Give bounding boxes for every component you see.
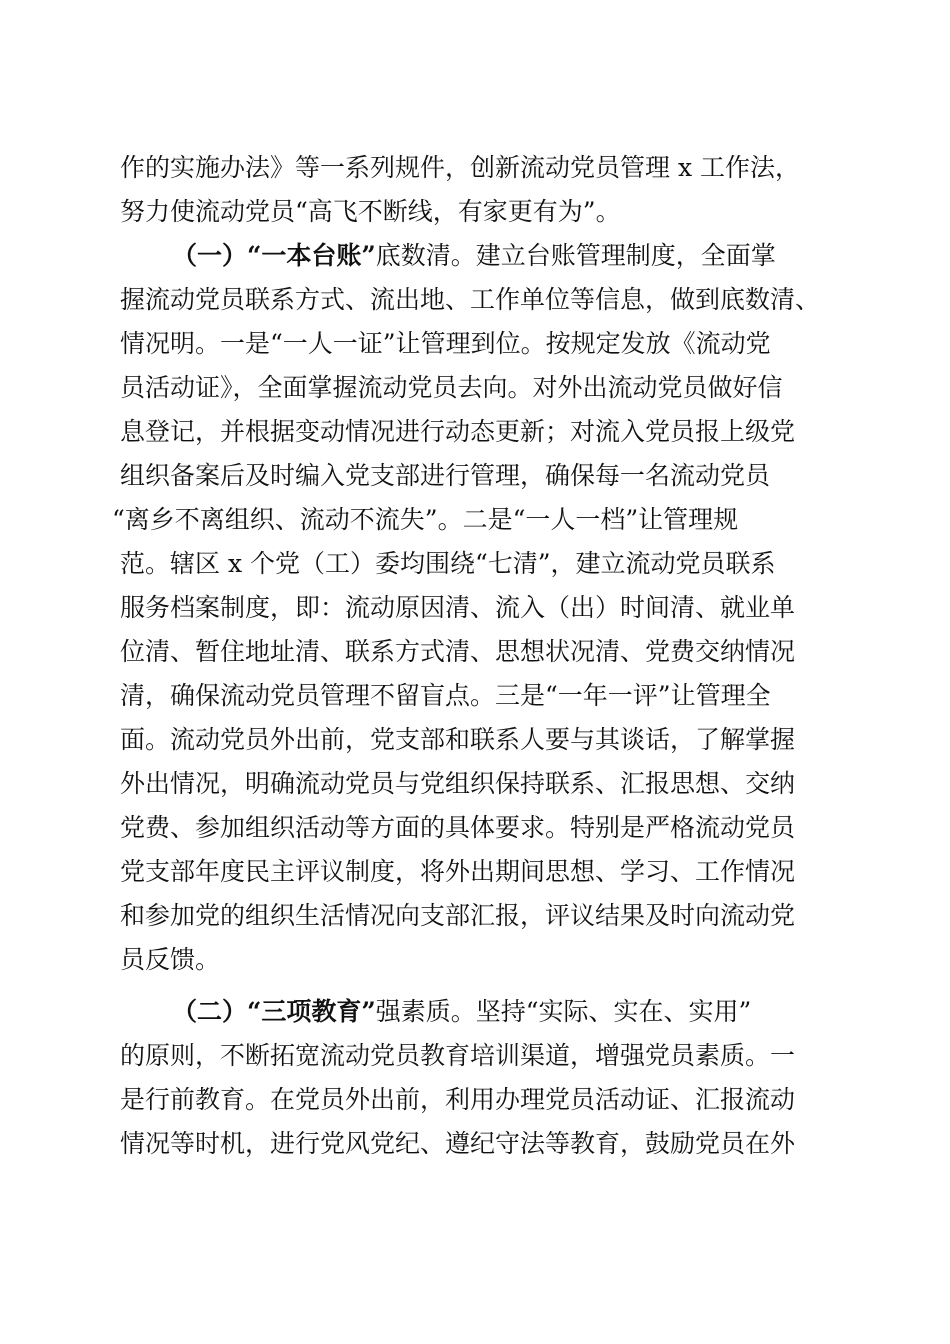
text-line-19: 员反馈。 (120, 945, 221, 974)
text-line-16: 党费、参加组织活动等方面的具体要求。特别是严格流动党员 (120, 813, 796, 842)
text-line-4: 握流动党员联系方式、流出地、工作单位等信息，做到底数清、 (120, 285, 821, 314)
text-line-22: 的原则，不断拓宽流动党员教育培训渠道，增强党员素质。一 (120, 1041, 796, 1070)
text-line-7: 息登记，并根据变动情况进行动态更新；对流入党员报上级党 (120, 417, 796, 446)
text-line-15: 外出情况，明确流动党员与党组织保持联系、汇报思想、交纳 (120, 769, 796, 798)
text-line-8: 组织备案后及时编入党支部进行管理，确保每一名流动党员 (120, 461, 771, 490)
text-line-14: 面。流动党员外出前，党支部和联系人要与其谈话，了解掌握 (120, 725, 796, 754)
section-1-heading: （一）“一本台账” (172, 241, 376, 270)
section-2-text: 强素质。坚持“实际、实在、实用” (375, 997, 752, 1026)
text-line-6: 员活动证》，全面掌握流动党员去向。对外出流动党员做好信 (120, 373, 783, 402)
text-line-13: 清，确保流动党员管理不留盲点。三是“一年一评”让管理全 (120, 681, 771, 710)
text-line-12: 位清、暂住地址清、联系方式清、思想状况清、党费交纳情况 (120, 637, 796, 666)
text-line-17: 党支部年度民主评议制度，将外出期间思想、学习、工作情况 (120, 857, 796, 886)
text-line-5: 情况明。一是“一人一证”让管理到位。按规定发放《流动党 (120, 329, 771, 358)
text-line-24: 情况等时机，进行党风党纪、遵纪守法等教育，鼓励党员在外 (120, 1129, 796, 1158)
text-line-10: 范。辖区 x 个党（工）委均围绕“七清”，建立流动党员联系 (120, 549, 776, 578)
text-line-1: 作的实施办法》等一系列规件，创新流动党员管理 x 工作法， (120, 153, 800, 182)
section-1-line (172, 240, 950, 272)
text-line-23: 是行前教育。在党员外出前，利用办理党员活动证、汇报流动 (120, 1085, 796, 1114)
section-2-heading: （二）“三项教育” (172, 997, 376, 1026)
text-line-11: 服务档案制度，即：流动原因清、流入（出）时间清、就业单 (120, 593, 796, 622)
text-line-9: “离乡不离组织、流动不流失”。二是“一人一档”让管理规 (112, 505, 739, 534)
text-line-18: 和参加党的组织生活情况向支部汇报，评议结果及时向流动党 (120, 901, 796, 930)
text-line-2: 努力使流动党员“高飞不断线，有家更有为”。 (120, 197, 621, 226)
section-2-line (172, 996, 950, 1028)
section-1-text: 底数清。建立台账管理制度，全面掌 (375, 241, 776, 270)
